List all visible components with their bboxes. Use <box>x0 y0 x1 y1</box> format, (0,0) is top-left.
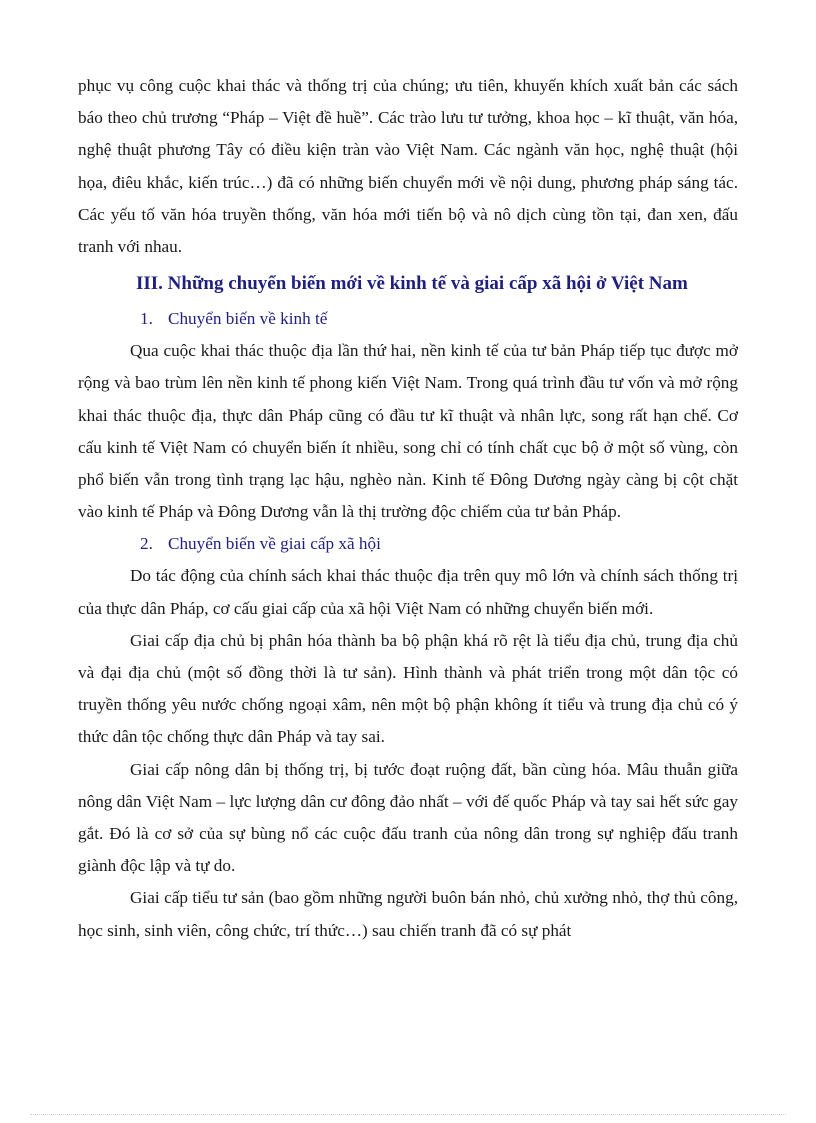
subheading-title: Chuyển biến về kinh tế <box>168 309 328 329</box>
paragraph-landlords: Giai cấp địa chủ bị phân hóa thành ba bộ phận khá rõ rệt là tiểu địa chủ, trung địa chủ và đại địa chủ (một số đồng thời là tư sản). Hình thành và phát triển trong một dân tộc có truyền thống yêu nước chống ngoại xâm, nên một bộ phận không ít tiểu và trung địa chủ có ý thức dân tộc chống thực dân Pháp và tay sai. <box>78 630 738 747</box>
section-heading: III. Những chuyển biến mới về kinh tế và giai cấp xã hội ở Việt Nam <box>136 273 688 295</box>
paragraph-economy: Qua cuộc khai thác thuộc địa lần thứ hai, nền kinh tế của tư bản Pháp tiếp tục được mở rộng và bao trùm lên nền kinh tế phong kiến Việt Nam. Trong quá trình đầu tư vốn và mở rộng khai thác thuộc địa, thực dân Pháp cũng có đầu tư kĩ thuật và nhân lực, song rất hạn chế. Cơ cấu kinh tế Việt Nam có chuyển biến ít nhiều, song chỉ có tính chất cục bộ ở một số vùng, còn phổ biến vẫn trong tình trạng lạc hậu, nghèo nàn. Kinh tế Đông Dương ngày càng bị cột chặt vào kinh tế Pháp và Đông Dương vẫn là thị trường độc chiếm của tư bản Pháp. <box>78 341 738 522</box>
subheading-number: 2. <box>140 534 153 554</box>
paragraph-intro: phục vụ công cuộc khai thác và thống trị của chúng; ưu tiên, khuyến khích xuất bản các sách báo theo chủ trương “Pháp – Việt đề huề”. Các trào lưu tư tưởng, khoa học – kĩ thuật, văn hóa, nghệ thuật phương Tây có điều kiện tràn vào Việt Nam. Các ngành văn học, nghệ thuật (hội họa, điêu khắc, kiến trúc…) đã có những biến chuyển mới về nội dung, phương pháp sáng tác. Các yếu tố văn hóa truyền thống, văn hóa mới tiến bộ và nô dịch cùng tồn tại, đan xen, đấu tranh với nhau. <box>78 76 738 257</box>
subheading-society <box>78 528 738 560</box>
subheading-title: Chuyển biến về giai cấp xã hội <box>168 534 381 554</box>
paragraph-petty-bourgeoisie: Giai cấp tiểu tư sản (bao gồm những người buôn bán nhỏ, chủ xưởng nhỏ, thợ thủ công, học sinh, sinh viên, công chức, trí thức…) sau chiến tranh đã có sự phát <box>78 888 738 940</box>
paragraph-society-intro: Do tác động của chính sách khai thác thuộc địa trên quy mô lớn và chính sách thống trị của thực dân Pháp, cơ cấu giai cấp của xã hội Việt Nam có những chuyển biến mới. <box>78 566 738 618</box>
page-bottom-rule <box>30 1114 786 1115</box>
paragraph-peasants: Giai cấp nông dân bị thống trị, bị tước đoạt ruộng đất, bần cùng hóa. Mâu thuẫn giữa nông dân Việt Nam – lực lượng dân cư đông đảo nhất – với đế quốc Pháp và tay sai hết sức gay gắt. Đó là cơ sở của sự bùng nổ các cuộc đấu tranh của nông dân trong sự nghiệp đấu tranh giành độc lập và tự do. <box>78 759 738 876</box>
subheading-economy <box>78 303 738 335</box>
document-page <box>78 70 738 947</box>
subheading-number: 1. <box>140 309 153 329</box>
